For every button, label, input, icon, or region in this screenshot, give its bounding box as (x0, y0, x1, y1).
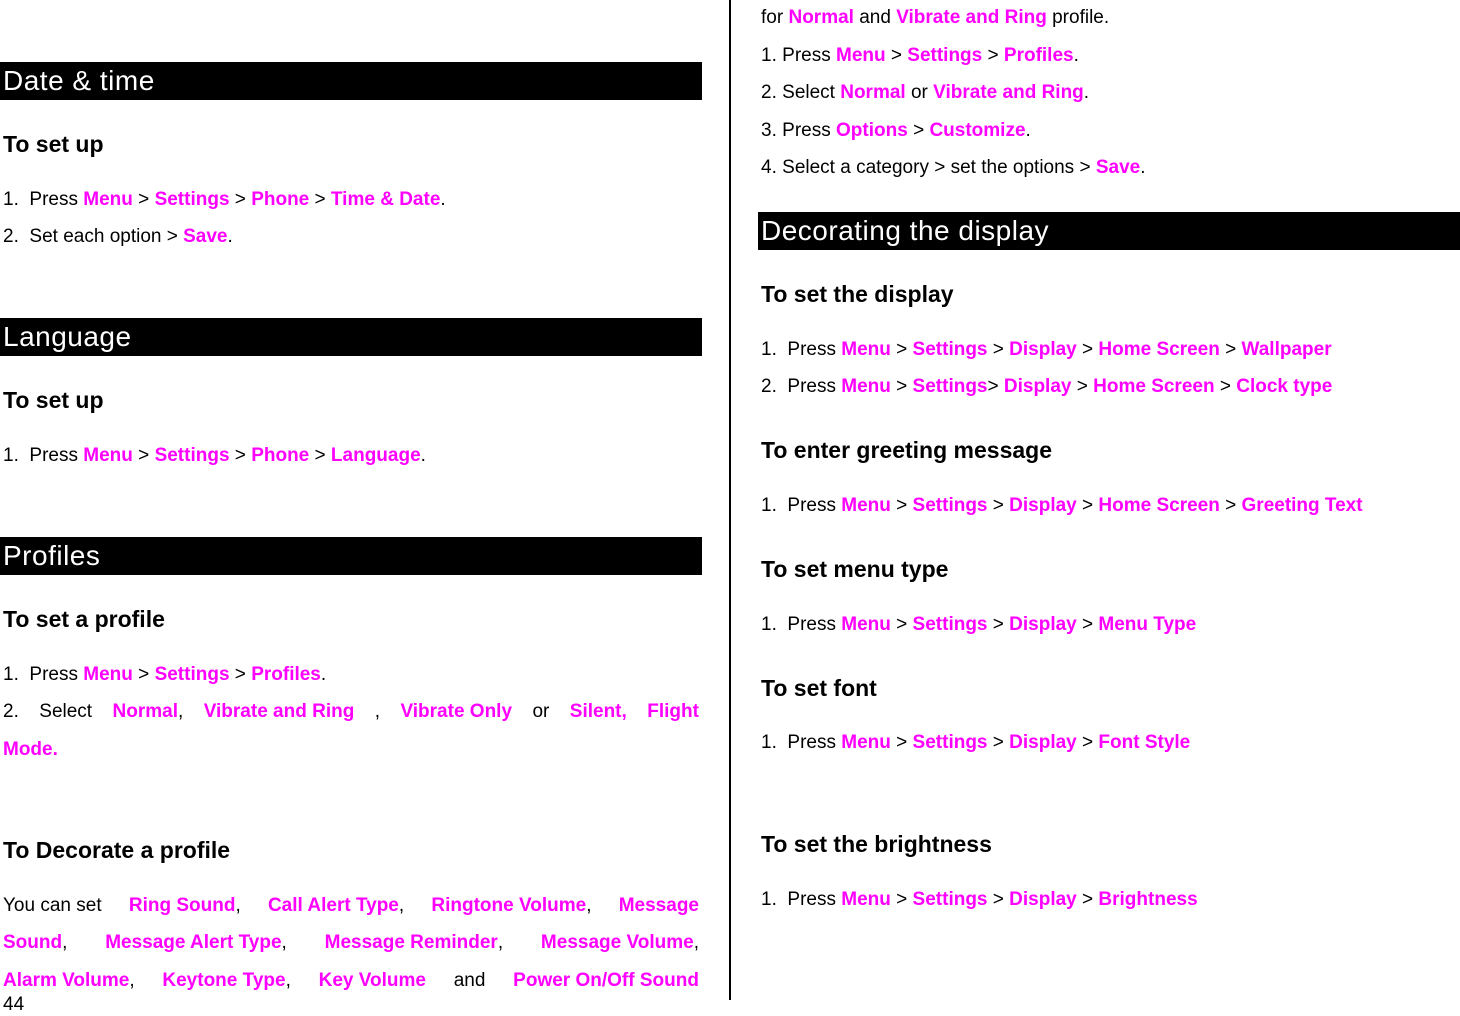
menu-term: Menu (83, 445, 133, 466)
font-step-1: 1. Press Menu > Settings > Display > Font Style (761, 732, 1191, 753)
settings-term: Settings (907, 45, 983, 66)
step-number: 1. (3, 445, 19, 466)
message-volume-term: Message Volume (540, 932, 694, 953)
arrow-sep: > (314, 445, 326, 466)
step-text: Press (782, 45, 831, 66)
step-text: Press (787, 614, 836, 635)
arrow-sep: > (138, 664, 150, 685)
step-text: Select (782, 82, 835, 103)
arrow-sep: > (987, 45, 999, 66)
body-text: for (761, 7, 784, 28)
arrow-sep: > (890, 45, 902, 66)
display-term: Display (1003, 376, 1072, 397)
silent-term: Silent, (569, 701, 627, 722)
step-text: Press (29, 664, 78, 685)
customize-term: Customize (929, 120, 1026, 141)
clock-type-term: Clock type (1236, 376, 1333, 397)
options-term: Options (836, 120, 908, 141)
step-text: Select (39, 701, 93, 722)
display-term: Display (1009, 889, 1077, 910)
period: . (420, 445, 426, 466)
step-number: 1. (761, 495, 777, 516)
step-text: Press (787, 376, 836, 397)
menu-type-term: Menu Type (1098, 614, 1197, 635)
step-number: 1. (761, 889, 777, 910)
decorate-line-2: Sound, Message Alert Type, Message Reminder, Message Volume, (3, 932, 699, 953)
display-term: Display (1009, 339, 1077, 360)
language-term: Language (330, 445, 421, 466)
keytone-term: Keytone Type (162, 970, 286, 991)
subtitle-date-time-setup: To set up (3, 131, 104, 157)
subtitle-language-setup: To set up (3, 387, 104, 413)
home-screen-term: Home Screen (1093, 376, 1215, 397)
settings-term: Settings (912, 614, 988, 635)
normal-term: Normal (840, 82, 906, 103)
normal-term: Normal (788, 7, 854, 28)
period: . (1083, 82, 1090, 103)
decorate-step-1 (761, 44, 1079, 68)
step-number: 1. (761, 614, 777, 635)
display-term: Display (1009, 732, 1077, 753)
language-step-1 (3, 444, 426, 468)
menu-term: Menu (836, 45, 886, 66)
settings-term: Settings (154, 445, 230, 466)
and-word: and (859, 7, 891, 28)
arrow-sep: > (234, 189, 246, 210)
subtitle-decorate-profile: To Decorate a profile (3, 837, 231, 863)
step-number: 2. (3, 701, 19, 722)
column-divider (729, 0, 731, 1000)
normal-term: Normal (112, 701, 178, 722)
menu-term: Menu (841, 614, 891, 635)
menu-term: Menu (841, 732, 891, 753)
profiles-term: Profiles (251, 664, 321, 685)
step-text: Set each option > (29, 226, 178, 247)
brightness-term: Brightness (1098, 889, 1198, 910)
vibrate-ring-term: Vibrate and Ring (933, 82, 1084, 103)
arrow-sep: > (138, 445, 150, 466)
subtitle-set-display: To set the display (761, 281, 954, 307)
arrow-sep: > (234, 664, 246, 685)
alarm-volume-term: Alarm Volume (3, 970, 130, 991)
and-word: and (453, 970, 486, 991)
menu-term: Menu (841, 376, 891, 397)
menu-term: Menu (83, 664, 133, 685)
message-reminder-term: Message Reminder (324, 932, 498, 953)
period: . (440, 189, 446, 210)
time-date-term: Time & Date (330, 189, 441, 210)
subtitle-font: To set font (761, 675, 877, 701)
vibrate-ring-term: Vibrate and Ring (203, 701, 355, 722)
step-text: Press (787, 732, 836, 753)
comma: , (374, 701, 381, 722)
power-sound-term: Power On/Off Sound (513, 970, 699, 991)
period: . (1025, 120, 1031, 141)
settings-term: Settings (154, 189, 230, 210)
decorate-line-3: Alarm Volume, Keytone Type, Key Volume and Power On/Off Sound (3, 970, 699, 991)
step-number: 2. (761, 82, 777, 103)
period: . (227, 226, 233, 247)
profiles-term: Profiles (1003, 45, 1074, 66)
sound-term: Sound (3, 932, 63, 953)
key-volume-term: Key Volume (318, 970, 426, 991)
decorate-line-4 (761, 6, 1109, 30)
step-number: 1. (761, 339, 777, 360)
greeting-text-term: Greeting Text (1241, 495, 1363, 516)
phone-term: Phone (251, 189, 310, 210)
call-alert-term: Call Alert Type (267, 895, 399, 916)
settings-term: Settings (912, 376, 988, 397)
message-alert-term: Message Alert Type (105, 932, 282, 953)
settings-term: Settings (912, 339, 988, 360)
display-step-2: 2. Press Menu > Settings> Display > Home Screen > Clock type (761, 376, 1333, 397)
mode-term: Mode. (3, 739, 58, 760)
arrow-sep: > (314, 189, 326, 210)
save-term: Save (183, 226, 228, 247)
home-screen-term: Home Screen (1098, 495, 1220, 516)
settings-term: Settings (912, 889, 988, 910)
step-number: 1. (761, 732, 777, 753)
section-title-date-time: Date & time (0, 62, 702, 100)
phone-term: Phone (251, 445, 310, 466)
step-number: 1. (3, 189, 19, 210)
step-text: Press (782, 120, 831, 141)
arrow-sep: > (138, 189, 150, 210)
step-number: 1. (3, 664, 19, 685)
section-title-profiles: Profiles (0, 537, 702, 575)
period: . (1140, 157, 1146, 178)
profiles-step-2-line-1 (3, 700, 699, 724)
page-number: 44 (3, 994, 25, 1015)
menu-term: Menu (841, 495, 891, 516)
decorate-step-3 (761, 119, 1031, 143)
or-word: or (532, 701, 550, 722)
step-text: Press (787, 495, 836, 516)
menu-type-step-1: 1. Press Menu > Settings > Display > Menu Type (761, 614, 1197, 635)
settings-term: Settings (912, 495, 988, 516)
section-title-decorating-display: Decorating the display (758, 212, 1460, 250)
decorate-line-1: You can set Ring Sound, Call Alert Type, Ringtone Volume, Message (3, 895, 699, 916)
menu-term: Menu (841, 889, 891, 910)
step-number: 3. (761, 120, 777, 141)
message-term: Message (618, 895, 699, 916)
step-text: Press (29, 189, 78, 210)
menu-term: Menu (83, 189, 133, 210)
wallpaper-term: Wallpaper (1241, 339, 1332, 360)
step-number: 4. (761, 157, 777, 178)
display-term: Display (1009, 495, 1077, 516)
body-text: You can set (3, 895, 102, 916)
font-style-term: Font Style (1098, 732, 1191, 753)
settings-term: Settings (154, 664, 230, 685)
decorate-step-2 (761, 81, 1089, 105)
or-word: or (910, 82, 928, 103)
comma: , (177, 701, 184, 722)
profiles-step-2-line-2 (3, 738, 58, 762)
subtitle-set-profile: To set a profile (3, 606, 165, 632)
greeting-step-1: 1. Press Menu > Settings > Display > Home Screen > Greeting Text (761, 495, 1363, 516)
vibrate-only-term: Vibrate Only (400, 701, 513, 722)
home-screen-term: Home Screen (1098, 339, 1220, 360)
brightness-step-1: 1. Press Menu > Settings > Display > Brightness (761, 889, 1198, 910)
date-time-step-2 (3, 225, 233, 249)
display-term: Display (1009, 614, 1077, 635)
step-text: Press (787, 889, 836, 910)
step-number: 2. (3, 226, 19, 247)
vibrate-ring-term: Vibrate and Ring (896, 7, 1047, 28)
ring-sound-term: Ring Sound (128, 895, 236, 916)
arrow-sep: > (234, 445, 246, 466)
profiles-step-1 (3, 663, 326, 687)
body-text: profile. (1052, 7, 1110, 28)
subtitle-brightness: To set the brightness (761, 831, 992, 857)
period: . (1073, 45, 1079, 66)
step-text: Select a category > set the options > (782, 157, 1091, 178)
menu-term: Menu (841, 339, 891, 360)
subtitle-greeting: To enter greeting message (761, 437, 1052, 463)
decorate-step-4 (761, 156, 1146, 180)
arrow-sep: > (913, 120, 925, 141)
flight-term: Flight (647, 701, 699, 722)
subtitle-menu-type: To set menu type (761, 556, 949, 582)
save-term: Save (1095, 157, 1141, 178)
display-step-1: 1. Press Menu > Settings > Display > Home Screen > Wallpaper (761, 339, 1332, 360)
period: . (320, 664, 327, 685)
date-time-step-1 (3, 188, 446, 212)
step-text: Press (787, 339, 836, 360)
step-number: 1. (761, 45, 777, 66)
step-text: Press (29, 445, 78, 466)
section-title-language: Language (0, 318, 702, 356)
step-number: 2. (761, 376, 777, 397)
settings-term: Settings (912, 732, 988, 753)
ringtone-volume-term: Ringtone Volume (431, 895, 587, 916)
